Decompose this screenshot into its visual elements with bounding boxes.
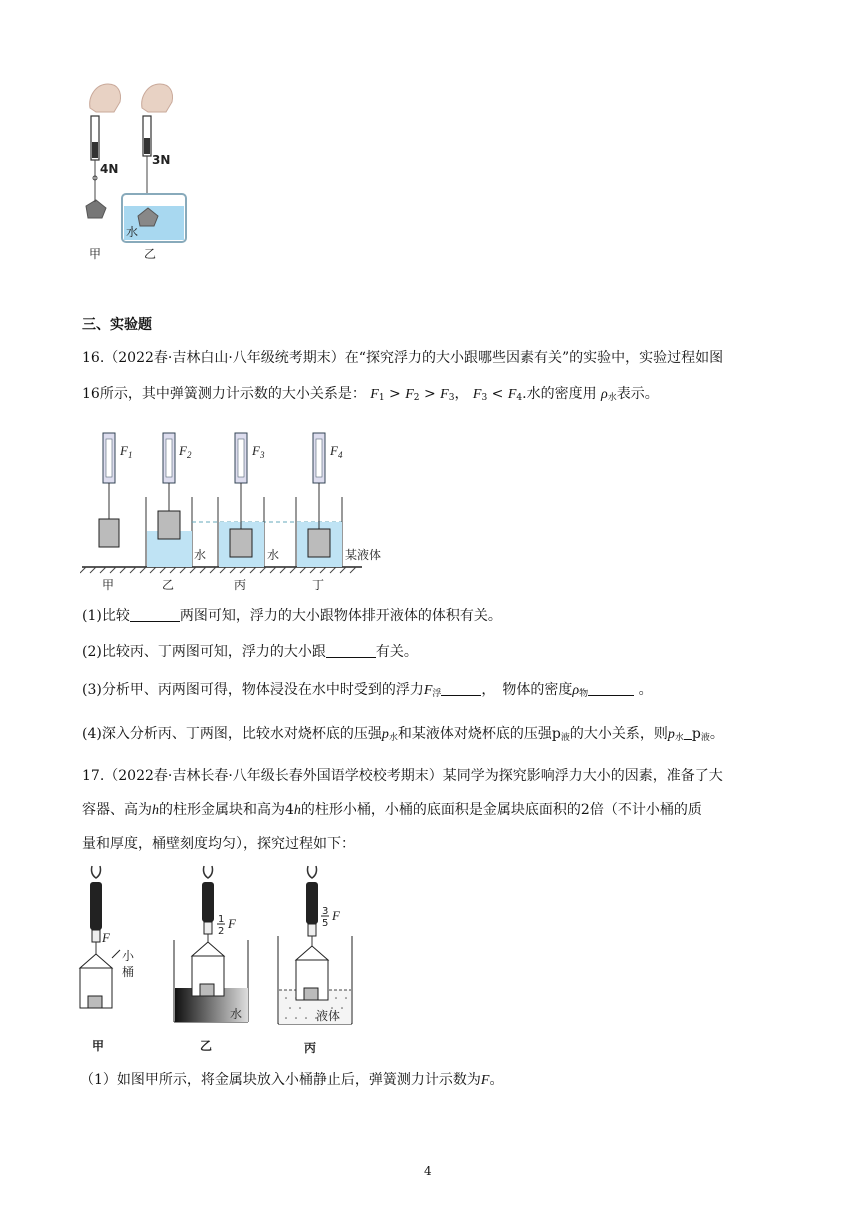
answer-blank-3[interactable] <box>441 681 481 696</box>
reading-b: 3N <box>152 153 171 167</box>
q16-part3: (3)分析甲、丙两图可得，物体浸没在水中时受到的浮力$F_浮$ ， 物体的密度$\rho_物$ 。 <box>82 682 653 699</box>
f3-label: $F_3$ <box>252 443 265 460</box>
label-bing: 丙 <box>304 1041 317 1055</box>
q16-part4: (4)深入分析丙、丁两图，比较水对烧杯底的压强$p_水$和某液体对烧杯底的压强$p_液$的大小关系，则$p_水$ $p_液$。 <box>82 726 724 743</box>
q16-intro-line2: 16所示，其中弹簧测力计示数的大小关系是： $F_1 > F_2 > F_3$， $F_3 < F_4$.水的密度用 $\rho_水$表示。 <box>82 386 659 403</box>
tf-num: 3 <box>322 906 329 917</box>
liquid-label: 液体 <box>316 1009 341 1023</box>
label-jia: 甲 <box>102 578 115 592</box>
figure-16-buoyancy <box>80 425 410 593</box>
f4-label: $F_4$ <box>330 443 343 460</box>
q17-part1: （1）如图甲所示，将金属块放入小桶静止后，弹簧测力计示数为F。 <box>80 1072 504 1088</box>
figure-15-spring-scale <box>78 78 208 268</box>
f-a-label: F <box>102 930 110 945</box>
label-jia: 甲 <box>89 247 102 261</box>
q16-part2: (2)比较丙、丁两图可知，浮力的大小跟 有关。 <box>82 644 418 660</box>
half-den: 2 <box>218 926 225 937</box>
answer-blank-4[interactable] <box>588 681 634 696</box>
answer-blank-2[interactable] <box>326 643 376 658</box>
label-jia: 甲 <box>92 1039 105 1053</box>
q16-intro-line1: 16.（2022春·吉林白山·八年级统考期末）在“探究浮力的大小跟哪些因素有关”的实验中，实验过程如图 <box>82 350 724 366</box>
page-number: 4 <box>424 1164 432 1178</box>
bucket-label-1: 小 <box>122 949 135 963</box>
q17-line3: 量和厚度，桶壁刻度均匀），探究过程如下： <box>82 836 355 852</box>
answer-blank-1[interactable] <box>130 607 180 622</box>
f-b-label: F <box>228 916 236 931</box>
half-num: 1 <box>218 914 225 925</box>
q17-line2: 容器、高为h的柱形金属块和高为4h的柱形小桶，小桶的底面积是金属块底面积的2倍（不计小桶的质 <box>82 802 702 818</box>
water-label: 水 <box>126 225 139 239</box>
water1-label: 水 <box>194 548 207 562</box>
answer-blank-5[interactable] <box>684 725 692 740</box>
label-ding: 丁 <box>312 578 325 592</box>
liquid-label: 某液体 <box>345 548 382 562</box>
label-bing: 丙 <box>234 578 247 592</box>
q16-part1: (1)比较 两图可知，浮力的大小跟物体排开液体的体积有关。 <box>82 608 502 624</box>
f-c-label: F <box>332 908 340 923</box>
f1-label: $F_1$ <box>120 443 133 460</box>
water2-label: 水 <box>267 548 280 562</box>
f2-label: $F_2$ <box>179 443 192 460</box>
tf-den: 5 <box>322 918 329 929</box>
figure-17-bucket <box>76 862 376 1062</box>
water-label: 水 <box>230 1007 243 1021</box>
label-yi: 乙 <box>200 1039 213 1053</box>
bucket-label-2: 桶 <box>122 965 135 979</box>
label-yi: 乙 <box>144 247 157 261</box>
q17-line1: 17.（2022春·吉林长春·八年级长春外国语学校校考期末）某同学为探究影响浮力大小的因素，准备了大 <box>82 768 723 784</box>
section-title: 三、实验题 <box>82 317 152 333</box>
reading-a: 4N <box>100 162 119 176</box>
label-yi: 乙 <box>162 578 175 592</box>
